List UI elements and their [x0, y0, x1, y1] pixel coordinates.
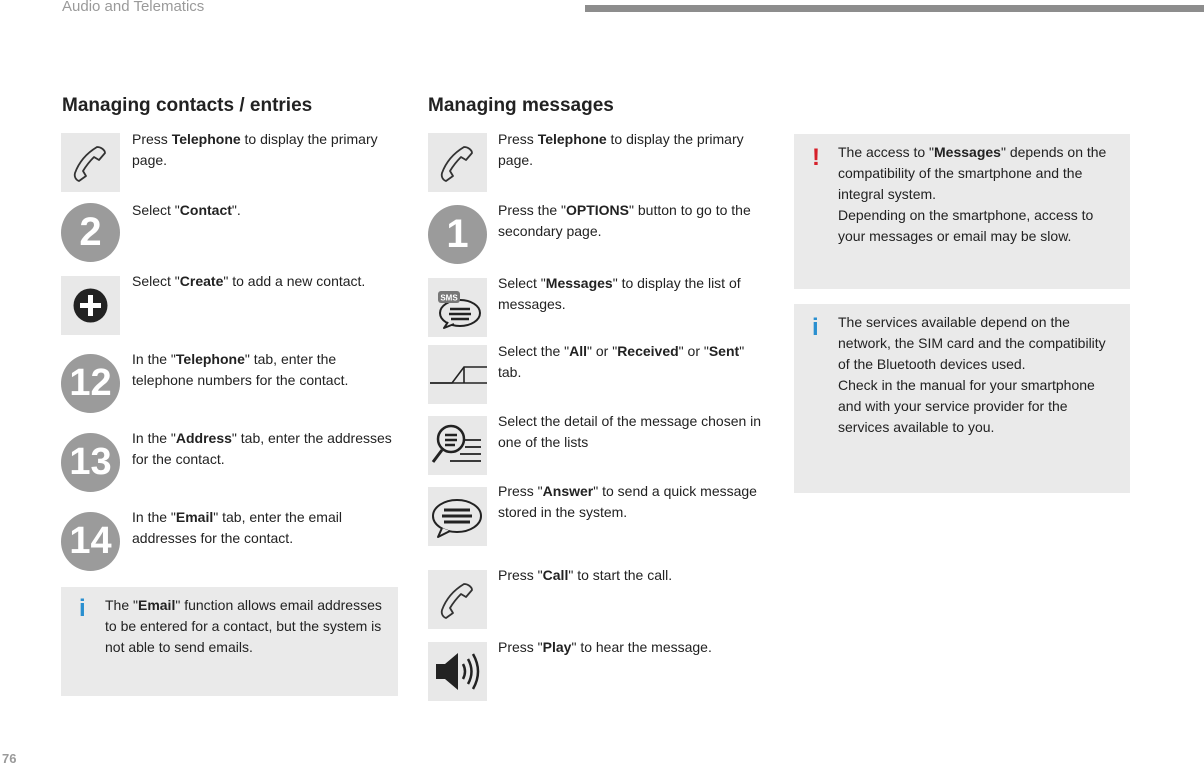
speech-bubble-icon [428, 487, 487, 546]
info-note [61, 587, 398, 696]
note-text: The "Email" function allows email addresses to be entered for a contact, but the system is not able to send emails. [105, 597, 382, 655]
step-text: In the "Address" tab, enter the addresses for the contact. [132, 430, 392, 467]
phone-icon [428, 133, 487, 192]
step-text: Select the "All" or "Received" or "Sent" tab. [498, 343, 745, 380]
step-number-badge: 13 [61, 433, 120, 492]
step-text: Select "Create" to add a new contact. [132, 273, 366, 289]
plus-circle-icon [61, 276, 120, 335]
step-text: Press Telephone to display the primary page. [132, 131, 378, 168]
message-detail-icon [428, 416, 487, 475]
section-title-messages: Managing messages [428, 95, 614, 116]
step-text: Press "Answer" to send a quick message stored in the system. [498, 483, 757, 520]
step-number-badge: 12 [61, 354, 120, 413]
running-header: Audio and Telematics [62, 0, 205, 15]
step-text: Press "Call" to start the call. [498, 567, 673, 583]
warning-icon: ! [812, 144, 820, 171]
speaker-icon [428, 642, 487, 701]
phone-icon [61, 133, 120, 192]
step-text: Press the "OPTIONS" button to go to the secondary page. [498, 202, 751, 239]
warning-note [794, 134, 1130, 289]
step-number-badge: 14 [61, 512, 120, 571]
step-text: Press Telephone to display the primary page. [498, 131, 744, 168]
note-text: The services available depend on the network, the SIM card and the compatibility of the Bluetooth devices used. Check in the manual for your smartphone and with your service provider for the services available to you. [838, 314, 1106, 435]
header-rule [585, 5, 1204, 12]
page-number: 76 [2, 751, 17, 766]
step-number-badge: 1 [428, 205, 487, 264]
step-text: Select the detail of the message chosen in one of the lists [498, 413, 762, 450]
step-text: Press "Play" to hear the message. [498, 639, 712, 655]
sms-label: SMS [440, 293, 458, 303]
step-text: Select "Contact". [132, 202, 241, 218]
step-number-badge: 2 [61, 203, 120, 262]
step-text: Select "Messages" to display the list of messages. [498, 275, 741, 312]
info-note [794, 304, 1130, 493]
sms-messages-icon [428, 278, 487, 337]
step-text: In the "Telephone" tab, enter the telephone numbers for the contact. [132, 351, 349, 388]
info-icon: i [79, 595, 86, 622]
step-text: In the "Email" tab, enter the email addresses for the contact. [132, 509, 342, 546]
section-title-contacts: Managing contacts / entries [62, 95, 313, 116]
info-icon: i [812, 314, 819, 341]
note-text: The access to "Messages" depends on the compatibility of the smartphone and the integral system. Depending on the smartphone, access to your messages or email may be slow. [838, 144, 1107, 244]
tab-icon [428, 345, 487, 404]
phone-icon [428, 570, 487, 629]
